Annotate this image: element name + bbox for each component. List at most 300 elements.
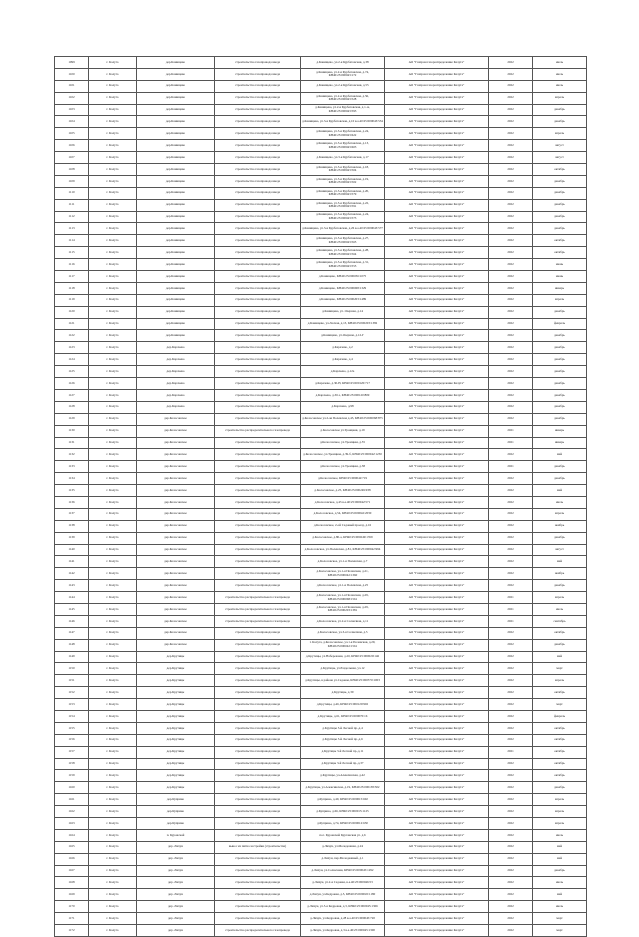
- year-cell: 2022: [489, 366, 533, 378]
- settlement-cell: дер.Канищево: [137, 68, 215, 80]
- year-cell: 2022: [489, 116, 533, 128]
- work-type-cell: строительство газопровода ввода: [215, 913, 301, 925]
- table-row: [55, 449, 587, 461]
- row-number: 1152: [55, 687, 89, 699]
- row-number: 1163: [55, 818, 89, 830]
- table-row: [55, 366, 587, 378]
- organization-cell: АО "Газпром газораспределение Калуга": [385, 592, 489, 604]
- table-row: [55, 901, 587, 913]
- organization-cell: АО "Газпром газораспределение Калуга": [385, 651, 489, 663]
- row-number: 1148: [55, 639, 89, 651]
- address-cell: д.Колосовское, д.25, КН40:25:000249:938: [301, 485, 385, 497]
- settlement-cell: дер.Колосовское: [137, 532, 215, 544]
- work-type-cell: строительство газопровода ввода: [215, 699, 301, 711]
- address-cell: д.Колосовское, ул.1-я Полевская, д.29, КН40:25:000203:1381: [301, 603, 385, 615]
- table-row: [55, 80, 587, 92]
- address-cell: д.Канищево, ул.2-я Курбатовская, д.74, КН40:25:000043:172: [301, 68, 385, 80]
- year-cell: 2022: [489, 556, 533, 568]
- settlement-cell: дер.Канищево: [137, 187, 215, 199]
- row-number: 1123: [55, 342, 89, 354]
- address-cell: д.Канищево, ул.3-я Курбатовская, д.31, КН40:25:000043:555: [301, 259, 385, 271]
- table-row: [55, 116, 587, 128]
- work-type-cell: строительство газопровода ввода: [215, 580, 301, 592]
- organization-cell: АО "Газпром газораспределение Калуга": [385, 877, 489, 889]
- month-cell: ноябрь: [533, 520, 587, 532]
- year-cell: 2022: [489, 758, 533, 770]
- city-cell: г. Калуга: [89, 294, 137, 306]
- work-type-cell: строительство газопровода ввода: [215, 318, 301, 330]
- work-type-cell: строительство газопровода ввода: [215, 829, 301, 841]
- work-type-cell: строительство газопровода ввода: [215, 663, 301, 675]
- settlement-cell: дер.Канищево: [137, 152, 215, 164]
- settlement-cell: дер.Канищево: [137, 318, 215, 330]
- city-cell: г. Калуга: [89, 782, 137, 794]
- month-cell: май: [533, 651, 587, 663]
- row-number: 1157: [55, 746, 89, 758]
- organization-cell: АО "Газпром газораспределение Калуга": [385, 378, 489, 390]
- month-cell: март: [533, 699, 587, 711]
- work-type-cell: строительство распределительного газопровода: [215, 592, 301, 604]
- settlement-cell: дер.Крутицы: [137, 734, 215, 746]
- work-type-cell: строительство газопровода ввода: [215, 413, 301, 425]
- row-number: 1168: [55, 877, 89, 889]
- settlement-cell: дер.Колосовское: [137, 568, 215, 580]
- city-cell: г. Калуга: [89, 592, 137, 604]
- address-cell: д.Канищево, ул.3-я Курбатовская, д.20, КН40:25:000043:579: [301, 187, 385, 199]
- city-cell: г. Калуга: [89, 699, 137, 711]
- organization-cell: АО "Газпром газораспределение Калуга": [385, 794, 489, 806]
- row-number: 1126: [55, 378, 89, 390]
- organization-cell: АО "Газпром газораспределение Калуга": [385, 425, 489, 437]
- work-type-cell: строительство газопровода ввода: [215, 140, 301, 152]
- year-cell: 2022: [489, 794, 533, 806]
- address-cell: д.Канищево, КН40:25:000036:1075: [301, 271, 385, 283]
- address-cell: д.Колосовское ул.2-ая Полевская д.43, КН40:25:000068:875: [301, 413, 385, 425]
- address-cell: д.Колосовское, ул.Полевская, д.81, КН40:25:000042:994: [301, 544, 385, 556]
- settlement-cell: дер. Лихун: [137, 913, 215, 925]
- address-cell: д.Крутицы, д.39: [301, 687, 385, 699]
- row-number: 1142: [55, 568, 89, 580]
- address-cell: д.Канищево, ул.3-я Курбатовская, д.22, КН40:25:000043:591: [301, 199, 385, 211]
- address-cell: д.Крутицы, в районе ул.Садовая, КН40:25:000370:1003: [301, 675, 385, 687]
- settlement-cell: дер.Колосовское: [137, 544, 215, 556]
- table-row: [55, 223, 587, 235]
- settlement-cell: дер.Крутицы: [137, 758, 215, 770]
- address-cell: д.Канищево, ул.3-я Курбатовская, д.13, КН40:25:000043:603: [301, 140, 385, 152]
- month-cell: декабрь: [533, 378, 587, 390]
- table-row: [55, 782, 587, 794]
- year-cell: 2022: [489, 92, 533, 104]
- city-cell: г. Калуга: [89, 211, 137, 223]
- city-cell: г. Калуга: [89, 330, 137, 342]
- address-cell: д.Канищево, ул.2-я Курбатовская, д.55: [301, 80, 385, 92]
- work-type-cell: строительство газопровода ввода: [215, 104, 301, 116]
- address-cell: д.Крутицы, д.46, КН40:25:000120:902: [301, 699, 385, 711]
- city-cell: г. Калуга: [89, 627, 137, 639]
- city-cell: г. Калуга: [89, 710, 137, 722]
- work-type-cell: строительство газопровода ввода: [215, 627, 301, 639]
- row-number: 1113: [55, 223, 89, 235]
- city-cell: г. Калуга: [89, 734, 137, 746]
- city-cell: г. Калуга: [89, 223, 137, 235]
- organization-cell: АО "Газпром газораспределение Калуга": [385, 829, 489, 841]
- city-cell: г. Калуга: [89, 342, 137, 354]
- organization-cell: АО "Газпром газораспределение Калуга": [385, 235, 489, 247]
- work-type-cell: строительство газопровода ввода: [215, 532, 301, 544]
- year-cell: 2022: [489, 520, 533, 532]
- table-row: [55, 806, 587, 818]
- month-cell: декабрь: [533, 366, 587, 378]
- settlement-cell: дер.Канищево: [137, 199, 215, 211]
- organization-cell: АО "Газпром газораспределение Калуга": [385, 68, 489, 80]
- table-row: [55, 520, 587, 532]
- settlement-cell: дер.Канищево: [137, 140, 215, 152]
- address-cell: д.Канищево, ул.2-я Курбатовская, д.56, КН40:25:000043:528: [301, 92, 385, 104]
- settlement-cell: дер.Крутицы: [137, 699, 215, 711]
- row-number: 1158: [55, 758, 89, 770]
- address-cell: д.Куприно, д.74, КН40:25:000012:630: [301, 818, 385, 830]
- settlement-cell: дер.Крутицы: [137, 782, 215, 794]
- table-row: [55, 794, 587, 806]
- organization-cell: АО "Газпром газораспределение Калуга": [385, 80, 489, 92]
- settlement-cell: дер.Куприно: [137, 794, 215, 806]
- organization-cell: АО "Газпром газораспределение Калуга": [385, 663, 489, 675]
- address-cell: д.Колосовское, ул.1-я Полевская, д.7: [301, 556, 385, 568]
- table-row: [55, 865, 587, 877]
- organization-cell: АО "Газпром газораспределение Калуга": [385, 580, 489, 592]
- organization-cell: АО "Газпром газораспределение Калуга": [385, 366, 489, 378]
- table-row: [55, 508, 587, 520]
- table-row: [55, 889, 587, 901]
- year-cell: 2022: [489, 80, 533, 92]
- work-type-cell: строительство газопровода ввода: [215, 675, 301, 687]
- organization-cell: АО "Газпром газораспределение Калуга": [385, 485, 489, 497]
- month-cell: апрель: [533, 675, 587, 687]
- year-cell: 2022: [489, 223, 533, 235]
- gas-works-table: [54, 56, 587, 937]
- month-cell: октябрь: [533, 247, 587, 259]
- city-cell: г. Калуга: [89, 496, 137, 508]
- city-cell: г. Калуга: [89, 187, 137, 199]
- work-type-cell: строительство газопровода ввода: [215, 68, 301, 80]
- settlement-cell: дер.Колосовское: [137, 556, 215, 568]
- month-cell: сентябрь: [533, 615, 587, 627]
- work-type-cell: строительство газопровода ввода: [215, 164, 301, 176]
- work-type-cell: строительство газопровода ввода: [215, 152, 301, 164]
- year-cell: 2022: [489, 152, 533, 164]
- settlement-cell: дер.Канищево: [137, 330, 215, 342]
- row-number: 1170: [55, 901, 89, 913]
- address-cell: д.Лихун, ул.Кедровая, д.28 в.а.40:25:000045:720: [301, 913, 385, 925]
- city-cell: г. Калуга: [89, 508, 137, 520]
- table-row: [55, 152, 587, 164]
- table-row: [55, 401, 587, 413]
- work-type-cell: строительство газопровода ввода: [215, 758, 301, 770]
- work-type-cell: строительство газопровода ввода: [215, 520, 301, 532]
- organization-cell: АО "Газпром газораспределение Калуга": [385, 544, 489, 556]
- settlement-cell: дер.Колосовское: [137, 603, 215, 615]
- table-row: [55, 568, 587, 580]
- address-cell: д.Канищево, КН40:25:000068:1329: [301, 282, 385, 294]
- year-cell: 2022: [489, 175, 533, 187]
- address-cell: д.Карачево, д.2: [301, 342, 385, 354]
- organization-cell: АО "Газпром газораспределение Калуга": [385, 389, 489, 401]
- year-cell: 2022: [489, 330, 533, 342]
- work-type-cell: строительство газопровода ввода: [215, 639, 301, 651]
- table-row: [55, 235, 587, 247]
- city-cell: г. Калуга: [89, 461, 137, 473]
- table-row: [55, 877, 587, 889]
- month-cell: май: [533, 449, 587, 461]
- month-cell: июнь: [533, 259, 587, 271]
- city-cell: г. Калуга: [89, 199, 137, 211]
- city-cell: г. Калуга: [89, 877, 137, 889]
- row-number: 1127: [55, 389, 89, 401]
- year-cell: 2022: [489, 841, 533, 853]
- address-cell: д.Канищево, ул.3-я Курбатовская, д.28, КН40:25:000043:564: [301, 247, 385, 259]
- organization-cell: АО "Газпром газораспределение Калуга": [385, 615, 489, 627]
- month-cell: декабрь: [533, 330, 587, 342]
- city-cell: г. Калуга: [89, 806, 137, 818]
- month-cell: октябрь: [533, 770, 587, 782]
- settlement-cell: дер.Канищево: [137, 211, 215, 223]
- organization-cell: АО "Газпром газораспределение Калуга": [385, 104, 489, 116]
- organization-cell: АО "Газпром газораспределение Калуга": [385, 603, 489, 615]
- settlement-cell: дер.Канищево: [137, 282, 215, 294]
- organization-cell: АО "Газпром газораспределение Калуга": [385, 508, 489, 520]
- year-cell: 2022: [489, 164, 533, 176]
- table-row: [55, 318, 587, 330]
- row-number: 1117: [55, 271, 89, 283]
- year-cell: 2022: [489, 722, 533, 734]
- row-number: 1133: [55, 461, 89, 473]
- work-type-cell: строительство газопровода ввода: [215, 128, 301, 140]
- work-type-cell: строительство газопровода ввода: [215, 247, 301, 259]
- row-number: 1114: [55, 235, 89, 247]
- year-cell: 2022: [489, 401, 533, 413]
- table-row: [55, 413, 587, 425]
- address-cell: д.Канищево, ул.3-я Курбатовская, д.18, КН40:25:000043:504: [301, 164, 385, 176]
- row-number: 1118: [55, 282, 89, 294]
- city-cell: г. Калуга: [89, 485, 137, 497]
- organization-cell: АО "Газпром газораспределение Калуга": [385, 211, 489, 223]
- work-type-cell: строительство газопровода ввода: [215, 57, 301, 69]
- table-body: [55, 57, 587, 937]
- address-cell: д.Крутицы 3-й Лесной пр.,д.11: [301, 746, 385, 758]
- work-type-cell: строительство распределительного газопровода: [215, 425, 301, 437]
- address-cell: д.Лихун, ул.Молодежная, д.24: [301, 841, 385, 853]
- row-number: 1103: [55, 104, 89, 116]
- row-number: 1109: [55, 175, 89, 187]
- row-number: 1107: [55, 152, 89, 164]
- year-cell: 2022: [489, 639, 533, 651]
- city-cell: г. Калуга: [89, 841, 137, 853]
- address-cell: д.Колосовское, ул.Троицкая, д.55: [301, 437, 385, 449]
- month-cell: май: [533, 853, 587, 865]
- table-row: [55, 722, 587, 734]
- table-row: [55, 734, 587, 746]
- work-type-cell: строительство газопровода ввода: [215, 568, 301, 580]
- city-cell: г. Калуга: [89, 568, 137, 580]
- month-cell: декабрь: [533, 865, 587, 877]
- city-cell: г. Калуга: [89, 80, 137, 92]
- table-row: [55, 496, 587, 508]
- city-cell: г. Калуга: [89, 603, 137, 615]
- year-cell: 2022: [489, 865, 533, 877]
- document-page: [54, 56, 586, 937]
- settlement-cell: дер.Колосовское: [137, 508, 215, 520]
- table-row: [55, 853, 587, 865]
- address-cell: д.Колосовское, ул.2-я Солнечная, д.11: [301, 615, 385, 627]
- address-cell: д.Канищево, КН40:25:000203:1489: [301, 294, 385, 306]
- month-cell: ноябрь: [533, 568, 587, 580]
- settlement-cell: дер. Лихун: [137, 925, 215, 937]
- settlement-cell: дер.Карачево: [137, 342, 215, 354]
- settlement-cell: дер.Колосовское: [137, 425, 215, 437]
- month-cell: январь: [533, 282, 587, 294]
- month-cell: июль: [533, 68, 587, 80]
- work-type-cell: строительство газопровода ввода: [215, 366, 301, 378]
- work-type-cell: строительство газопровода ввода: [215, 496, 301, 508]
- work-type-cell: строительство распределительного газопровода: [215, 603, 301, 615]
- month-cell: декабрь: [533, 175, 587, 187]
- address-cell: д.Крутицы 3-й Лесной пр.,д.37: [301, 758, 385, 770]
- settlement-cell: дер.Колосовское: [137, 449, 215, 461]
- address-cell: д.Колосовское, ул.1-я Полевская, д.21, КН40:25:000042:1360: [301, 568, 385, 580]
- settlement-cell: дер.Куприно: [137, 818, 215, 830]
- table-row: [55, 651, 587, 663]
- address-cell: д.Куприно, д.49, КН40:25:000015:602: [301, 794, 385, 806]
- year-cell: 2022: [489, 449, 533, 461]
- city-cell: г. Калуга: [89, 318, 137, 330]
- address-cell: д.Канищево, ул.3-я Курбатовская, д.10 в.а.40:25:000043:534: [301, 116, 385, 128]
- city-cell: г. Калуга: [89, 104, 137, 116]
- settlement-cell: дер.Крутицы: [137, 663, 215, 675]
- settlement-cell: дер.Крутицы: [137, 675, 215, 687]
- year-cell: 2022: [489, 496, 533, 508]
- row-number: 1153: [55, 699, 89, 711]
- address-cell: д.Крутицы 3-й Лесной пр.,д.4: [301, 722, 385, 734]
- work-type-cell: строительство газопровода ввода: [215, 259, 301, 271]
- work-type-cell: строительство газопровода ввода: [215, 818, 301, 830]
- city-cell: г. Калуга: [89, 164, 137, 176]
- month-cell: октябрь: [533, 627, 587, 639]
- row-number: 1122: [55, 330, 89, 342]
- year-cell: 2022: [489, 318, 533, 330]
- city-cell: г. Калуга: [89, 663, 137, 675]
- settlement-cell: дер.Канищево: [137, 175, 215, 187]
- table-row: [55, 841, 587, 853]
- address-cell: д.Колосовское, 2-ой Садовый проезд, д.16: [301, 520, 385, 532]
- row-number: 1138: [55, 520, 89, 532]
- month-cell: декабрь: [533, 639, 587, 651]
- settlement-cell: дер.Колосовское: [137, 485, 215, 497]
- year-cell: 2022: [489, 473, 533, 485]
- work-type-cell: строительство газопровода ввода: [215, 401, 301, 413]
- row-number: 1165: [55, 841, 89, 853]
- month-cell: апрель: [533, 806, 587, 818]
- city-cell: г. Калуга: [89, 401, 137, 413]
- work-type-cell: строительство газопровода ввода: [215, 235, 301, 247]
- organization-cell: АО "Газпром газораспределение Калуга": [385, 639, 489, 651]
- address-cell: д.Колосовское, д.43 в.а.40:25:000042:571: [301, 496, 385, 508]
- city-cell: г. Калуга: [89, 413, 137, 425]
- year-cell: 2022: [489, 485, 533, 497]
- city-cell: г. Калуга: [89, 532, 137, 544]
- month-cell: октябрь: [533, 164, 587, 176]
- month-cell: декабрь: [533, 473, 587, 485]
- table-row: [55, 603, 587, 615]
- work-type-cell: строительство газопровода ввода: [215, 437, 301, 449]
- month-cell: июнь: [533, 271, 587, 283]
- settlement-cell: дер.Крутицы: [137, 722, 215, 734]
- address-cell: д.Канищево, ул. Озерная, д.14: [301, 306, 385, 318]
- work-type-cell: строительство газопровода ввода: [215, 354, 301, 366]
- city-cell: г. Калуга: [89, 746, 137, 758]
- month-cell: август: [533, 152, 587, 164]
- city-cell: г. Калуга: [89, 449, 137, 461]
- address-cell: д.Колосовское, д.54, КН40:25:000042:2030: [301, 508, 385, 520]
- month-cell: апрель: [533, 294, 587, 306]
- table-row: [55, 330, 587, 342]
- row-number: 1159: [55, 770, 89, 782]
- row-number: 1145: [55, 603, 89, 615]
- month-cell: январь: [533, 437, 587, 449]
- organization-cell: АО "Газпром газораспределение Калуга": [385, 627, 489, 639]
- city-cell: г. Калуга: [89, 282, 137, 294]
- row-number: 1172: [55, 925, 89, 937]
- month-cell: август: [533, 140, 587, 152]
- month-cell: май: [533, 889, 587, 901]
- settlement-cell: дер.Куприно: [137, 806, 215, 818]
- work-type-cell: строительство газопровода ввода: [215, 544, 301, 556]
- row-number: 1119: [55, 294, 89, 306]
- table-row: [55, 556, 587, 568]
- city-cell: г. Калуга: [89, 651, 137, 663]
- city-cell: г. Калуга: [89, 889, 137, 901]
- work-type-cell: строительство газопровода ввода: [215, 449, 301, 461]
- year-cell: 2022: [489, 818, 533, 830]
- table-row: [55, 627, 587, 639]
- settlement-cell: дер.Канищево: [137, 128, 215, 140]
- settlement-cell: дер.Канищево: [137, 271, 215, 283]
- work-type-cell: строительство газопровода ввода: [215, 651, 301, 663]
- organization-cell: АО "Газпром газораспределение Калуга": [385, 699, 489, 711]
- organization-cell: АО "Газпром газораспределение Калуга": [385, 247, 489, 259]
- table-row: [55, 699, 587, 711]
- organization-cell: АО "Газпром газораспределение Калуга": [385, 556, 489, 568]
- settlement-cell: дер.Крутицы: [137, 746, 215, 758]
- table-row: [55, 461, 587, 473]
- work-type-cell: строительство газопровода ввода: [215, 271, 301, 283]
- year-cell: 2022: [489, 532, 533, 544]
- year-cell: 2022: [489, 877, 533, 889]
- row-number: 1154: [55, 710, 89, 722]
- address-cell: д.Канищево, ул.2-я Курбатовская, д.1-А, КН40:25:000043:593: [301, 104, 385, 116]
- address-cell: д.Крутицы 3-й Лесной пр.,д.6: [301, 734, 385, 746]
- table-row: [55, 199, 587, 211]
- work-type-cell: строительство газопровода ввода: [215, 901, 301, 913]
- organization-cell: АО "Газпром газораспределение Калуга": [385, 330, 489, 342]
- work-type-cell: строительство газопровода ввода: [215, 211, 301, 223]
- year-cell: 2022: [489, 294, 533, 306]
- city-cell: г. Калуга: [89, 615, 137, 627]
- settlement-cell: дер.Колосовское: [137, 639, 215, 651]
- row-number: 1143: [55, 580, 89, 592]
- city-cell: г. Калуга: [89, 235, 137, 247]
- month-cell: октябрь: [533, 734, 587, 746]
- settlement-cell: дер.Колосовское: [137, 496, 215, 508]
